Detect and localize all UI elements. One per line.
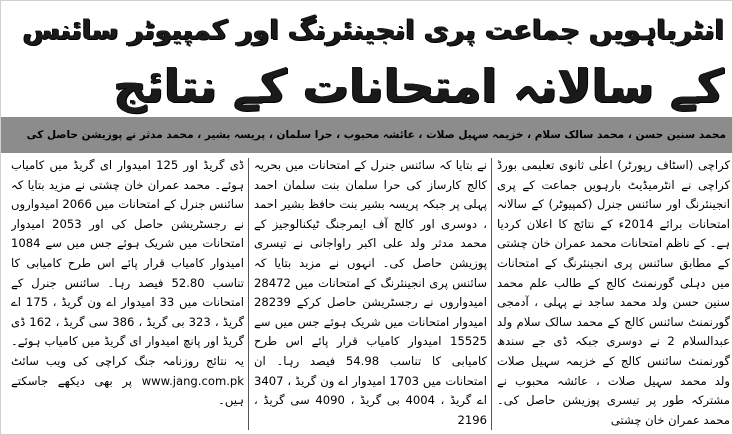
article-paragraph: نے بتایا کہ سائنس جنرل کے امتحانات میں بحریہ کالج کارساز کی حرا سلمان بنت سلمان احمد پہلی پر جبکہ پریسہ بشیر بنت حافظ بشیر احمد ، دوسری اور کالج آف ایمرجنگ ٹیکنالوجیز کے محمد مدثر ولد علی اکبر راواجانی نے تیسری پوزیشن حاصل کی۔ انہوں نے مزید بتایا کہ سائنس پری انجینئرنگ کے امتحانات میں 28472 امیدواروں نے رجسٹریشن حاصل کرکے 28239 امیدوار امتحانات میں شریک ہوئے جس میں سے 15525 امیدوار کامیاب قرار پائے اس طرح کامیابی کا تناسب 54.98 فیصد رہا۔ ان امتحانات میں 1703 امیدوار اے ون گریڈ ، 3407 اے گریڈ ، 4004 بی گریڈ ، 4090 سی گریڈ ، 2196 — [254, 158, 487, 427]
column-divider — [248, 158, 249, 430]
article-column-2 — [254, 156, 487, 432]
subheadline-strap — [1, 117, 733, 153]
article-column-1 — [497, 156, 730, 432]
article-paragraph: کراچی (اسٹاف رپورٹر) اعلٰی ثانوی تعلیمی بورڈ کراچی نے انٹرمیڈیٹ بارہویں جماعت کے پری انجینئرنگ اور سائنس جنرل (کمپیوٹر) کے سالانہ امتحانات برائے 2014ء کے نتائج کا اعلان کردیا ہے۔ کے ناظم امتحانات محمد عمران خان چشتی کے مطابق سائنس پری انجینئرنگ کے امتحانات میں دہلی گورنمنٹ کالج کے طالب علم محمد سنین حسن ولد محمد ساجد نے پہلی ، آدمجی گورنمنٹ سائنس کالج کے محمد سالک سلام ولد عبدالسلام 2 نے دوسری جبکہ ڈی جے سندھ گورنمنٹ سائنس کالج کے خزیمہ سہیل صلات ولد محمد سہیل صلات ، عائشہ محبوب نے مشترکہ طور پر تیسری پوزیشن حاصل کی۔ محمد عمران خان چشتی — [497, 158, 730, 427]
article-body — [5, 156, 730, 432]
subheadline-text: محمد سنین حسن ، محمد سالک سلام ، خزیمہ سہیل صلات ، عائشہ محبوب ، حرا سلمان ، پریسہ بشیر ، محمد مدثر نے پوزیشن حاصل کی — [26, 129, 726, 141]
headline-line-1: انٹرباہویں جماعت پری انجینئرنگ اور کمپیوٹر سائنس — [22, 15, 724, 46]
headline — [7, 3, 728, 116]
article-column-3 — [11, 156, 244, 432]
headline-line-2: کے سالانہ امتحانات کے نتائج — [113, 59, 724, 113]
article-paragraph: ڈی گریڈ اور 125 امیدوار ای گریڈ میں کامیاب ہوئے۔ محمد عمران خان چشتی نے مزید بتایا کہ سائنس جنرل کے امتحانات میں 2066 امیدواروں نے رجسٹریشن حاصل کی اور 2053 امیدوار امتحانات میں شریک ہوئے جس میں سے 1084 امیدوار کامیاب قرار پائے اس طرح کامیابی کا تناسب 52.80 فیصد رہا۔ سائنس جنرل کے امتحانات میں 33 امیدوار اے ون گریڈ ، 175 اے گریڈ ، 323 بی گریڈ ، 386 سی گریڈ ، 162 ڈی گریڈ اور پانچ امیدوار ای گریڈ میں کامیاب ہوئے۔ یہ نتائج روزنامہ جنگ کراچی کی ویب سائٹ www.jang.com.pk پر بھی دیکھے جاسکتے ہیں۔ — [11, 158, 244, 408]
column-divider — [491, 158, 492, 430]
